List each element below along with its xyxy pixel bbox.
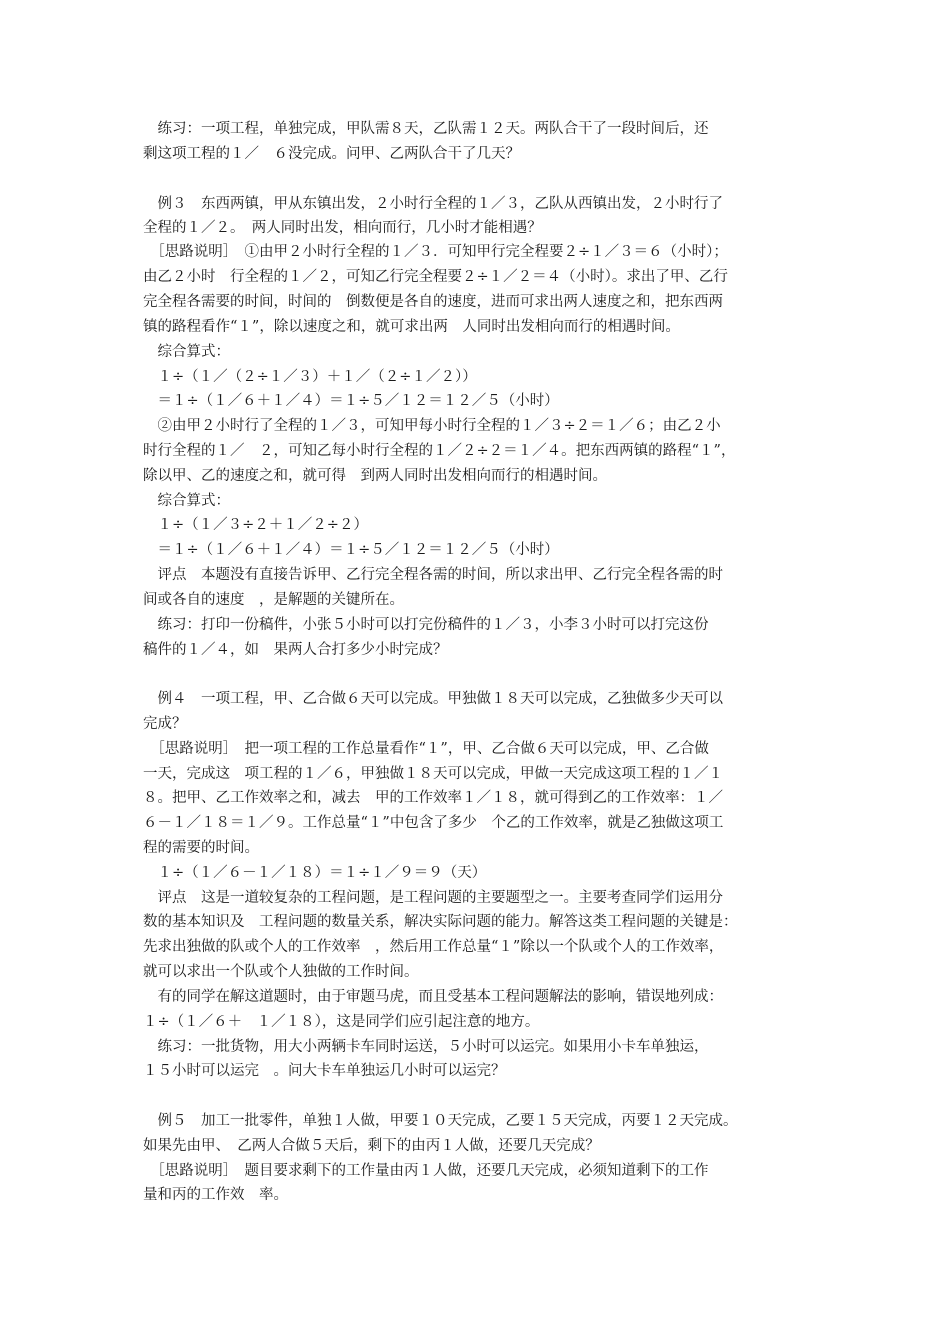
text-line: ６－１／１８＝１／９。工作总量“１”中包含了多少 个乙的工作效率，就是乙独做这项工 — [143, 815, 724, 831]
text-line: 完成？ — [143, 716, 187, 732]
text-line: ８。把甲、乙工作效率之和，减去 甲的工作效率１／１８，就可得到乙的工作效率：１／ — [143, 790, 723, 806]
text-line: 时行全程的１／ ２，可知乙每小时行全程的１／２÷２＝１／４。把东西两镇的路程“１”， — [143, 443, 736, 459]
formula-line: １÷（１／（２÷１／３）＋１／（２÷１／２）） — [143, 369, 477, 385]
text-line: ［思路说明］ ①由甲２小时行全程的１／３．可知甲行完全程要２÷１／３＝６（小时）； — [143, 244, 728, 260]
formula-line: １÷（１／３÷２＋１／２÷２） — [143, 517, 368, 533]
text-line: １÷（１／６＋ １／１８），这是同学们应引起注意的地方。 — [143, 1014, 540, 1030]
text-line: ［思路说明］ 把一项工程的工作总量看作“１”，甲、乙合做６天可以完成，甲、乙合做 — [143, 741, 709, 757]
formula-line: ＝１÷（１／６＋１／４）＝１÷５／１２＝１２／５（小时） — [143, 542, 559, 558]
text-line: 完全程各需要的时间，时间的 倒数便是各自的速度，进而可求出两人速度之和，把东西两 — [143, 294, 723, 310]
text-line: 评点 本题没有直接告诉甲、乙行完全程各需的时间，所以求出甲、乙行完全程各需的时 — [143, 567, 723, 583]
text-line: 一天，完成这 项工程的１／６，甲独做１８天可以完成，甲做一天完成这项工程的１／１ — [143, 766, 723, 782]
text-line: 剩这项工程的１／ ６没完成。问甲、乙两队合干了几天？ — [143, 146, 520, 162]
text-line: 全程的１／２。 两人同时出发，相向而行，几小时才能相遇？ — [143, 220, 542, 236]
text-line: ［思路说明］ 题目要求剩下的工作量由丙１人做，还要几天完成，必须知道剩下的工作 — [143, 1163, 709, 1179]
text-line: 综合算式： — [143, 493, 230, 509]
text-line: 由乙２小时 行全程的１／２，可知乙行完全程要２÷１／２＝４（小时）。求出了甲、乙行 — [143, 269, 728, 285]
text-line: 除以甲、乙的速度之和，就可得 到两人同时出发相向而行的相遇时间。 — [143, 468, 607, 484]
text-line: 练习：一批货物，用大小两辆卡车同时运送，５小时可以运完。如果用小卡车单独运， — [143, 1039, 709, 1055]
text-line: ②由甲２小时行了全程的１／３，可知甲每小时行全程的１／３÷２＝１／６；由乙２小 — [143, 418, 721, 434]
text-line: 镇的路程看作“１”，除以速度之和，就可求出两 人同时出发相向而行的相遇时间。 — [143, 319, 680, 335]
text-line: 有的同学在解这道题时，由于审题马虎，而且受基本工程问题解法的影响，错误地列成： — [143, 989, 723, 1005]
text-line: 例４ 一项工程，甲、乙合做６天可以完成。甲独做１８天可以完成，乙独做多少天可以 — [143, 691, 723, 707]
text-line: 先求出独做的队或个人的工作效率 ，然后用工作总量“１”除以一个队或个人的工作效率， — [143, 939, 724, 955]
text-line: 程的需要的时间。 — [143, 840, 259, 856]
text-line: 如果先由甲、 乙两人合做５天后，剩下的由丙１人做，还要几天完成？ — [143, 1138, 600, 1154]
text-line: 评点 这是一道较复杂的工程问题，是工程问题的主要题型之一。主要考查同学们运用分 — [143, 890, 723, 906]
text-line: 综合算式： — [143, 344, 230, 360]
formula-line: ＝１÷（１／６＋１／４）＝１÷５／１２＝１２／５（小时） — [143, 393, 559, 409]
text-line: １５小时可以运完 。问大卡车单独运几小时可以运完？ — [143, 1063, 506, 1079]
text-line: 量和丙的工作效 率。 — [143, 1187, 288, 1203]
text-line: 练习：一项工程，单独完成，甲队需８天，乙队需１２天。两队合干了一段时间后，还 — [143, 121, 709, 137]
text-line: 例３ 东西两镇，甲从东镇出发，２小时行全程的１／３，乙队从西镇出发，２小时行了 — [143, 196, 723, 212]
text-line: 间或各自的速度 ，是解题的关键所在。 — [143, 592, 404, 608]
text-line: 就可以求出一个队或个人独做的工作时间。 — [143, 964, 419, 980]
text-line: 数的基本知识及 工程问题的数量关系，解决实际问题的能力。解答这类工程问题的关键是： — [143, 914, 738, 930]
text-line: 例５ 加工一批零件，单独１人做，甲要１０天完成，乙要１５天完成，丙要１２天完成。 — [143, 1113, 738, 1129]
text-line: 练习：打印一份稿件，小张５小时可以打完份稿件的１／３，小李３小时可以打完这份 — [143, 617, 709, 633]
formula-line: １÷（１／６－１／１８）＝１÷１／９＝９（天） — [143, 865, 487, 881]
text-line: 稿件的１／４，如 果两人合打多少小时完成？ — [143, 642, 448, 658]
